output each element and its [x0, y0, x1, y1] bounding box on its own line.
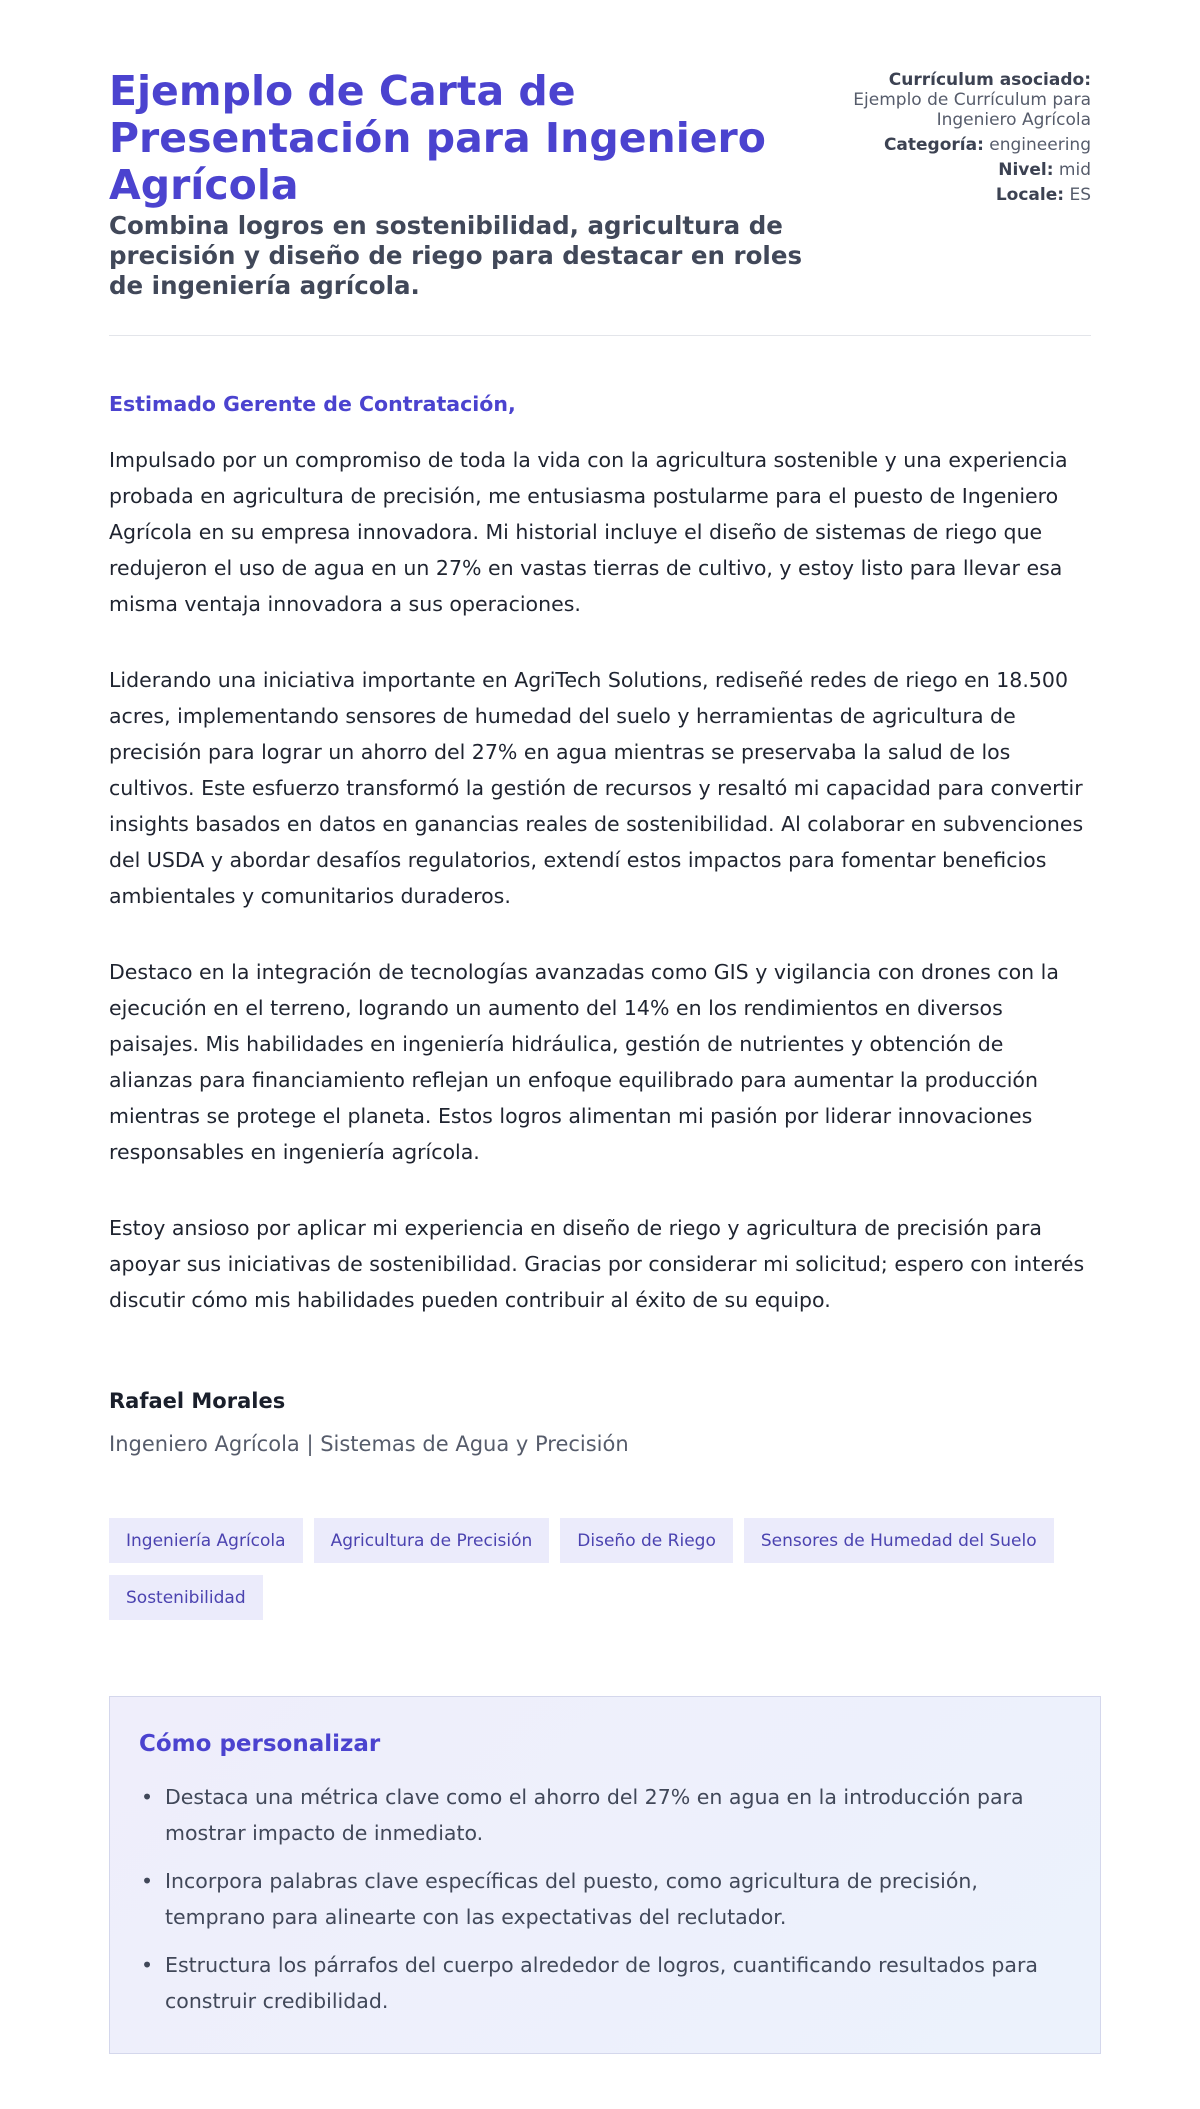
page-title: Ejemplo de Carta de Presentación para Ingeniero Agrícola: [109, 67, 766, 209]
letter-body: [109, 390, 1091, 1459]
meta-locale: [809, 185, 1091, 205]
meta-locale-value: ES: [1069, 185, 1091, 205]
meta-category-value: engineering: [989, 135, 1091, 155]
meta-resume-value: Ejemplo de Currículum para Ingeniero Agrícola: [853, 90, 1091, 130]
letter-salutation: Estimado Gerente de Contratación,: [109, 392, 516, 416]
customization-tips-box: [109, 1696, 1101, 2054]
meta-category-label: Categoría:: [883, 135, 984, 155]
tip-text: Incorpora palabras clave específicas del puesto, como agricultura de precisión, temprano para alinearte con las expectativas del reclutador.: [165, 1869, 978, 1929]
keyword-tag: Ingeniería Agrícola: [109, 1518, 303, 1563]
signature-title: Ingeniero Agrícola | Sistemas de Agua y Precisión: [109, 1432, 629, 1456]
tip-item: [141, 1947, 1071, 2019]
header-titles: [109, 68, 809, 301]
meta-resume-label: Currículum asociado:: [888, 70, 1091, 90]
bullet-icon: •: [141, 1869, 154, 1893]
meta-level: [809, 160, 1091, 180]
bullet-icon: •: [141, 1953, 154, 1977]
tip-item: [141, 1863, 1071, 1935]
page-subtitle: Combina logros en sostenibilidad, agricultura de precisión y diseño de riego para destacar en roles de ingeniería agrícola.: [109, 211, 803, 300]
metadata-panel: [809, 68, 1091, 210]
letter-paragraph: Destaco en la integración de tecnologías avanzadas como GIS y vigilancia con drones con la ejecución en el terreno, logrando un aumento del 14% en los rendimientos en diversos paisajes. Mis habilidades en ingeniería hidráulica, gestión de nutrientes y obtención de alianzas para financiamiento reflejan un enfoque equilibrado para aumentar la producción mientras se protege el planeta. Estos logros alimentan mi pasión por liderar innovaciones responsables en ingeniería agrícola.: [109, 960, 1059, 1164]
meta-resume: [809, 70, 1091, 130]
keyword-tag: Sostenibilidad: [109, 1575, 263, 1620]
letter-paragraph: Estoy ansioso por aplicar mi experiencia en diseño de riego y agricultura de precisión para apoyar sus iniciativas de sostenibilidad. Gracias por considerar mi solicitud; espero con interés discutir cómo mis habilidades pueden contribuir al éxito de su equipo.: [109, 1216, 1085, 1312]
tips-list: [139, 1779, 1071, 2019]
tip-item: [141, 1779, 1071, 1851]
letter-paragraph: Liderando una iniciativa importante en AgriTech Solutions, rediseñé redes de riego en 18.500 acres, implementando sensores de humedad del suelo y herramientas de agricultura de precisión para lograr un ahorro del 27% en agua mientras se preservaba la salud de los cultivos. Este esfuerzo transformó la gestión de recursos y resaltó mi capacidad para convertir insights basados en datos en ganancias reales de sostenibilidad. Al colaborar en subvenciones del USDA y abordar desafíos regulatorios, extendí estos impactos para fomentar beneficios ambientales y comunitarios duraderos.: [109, 668, 1084, 908]
meta-level-value: mid: [1058, 160, 1091, 180]
meta-level-label: Nivel:: [998, 160, 1054, 180]
bullet-icon: •: [141, 1785, 154, 1809]
page-header: [109, 68, 1091, 336]
meta-category: [809, 135, 1091, 155]
meta-locale-label: Locale:: [995, 185, 1065, 205]
keyword-tag: Sensores de Humedad del Suelo: [744, 1518, 1054, 1563]
tips-title: Cómo personalizar: [139, 1731, 381, 1757]
signature-name: Rafael Morales: [109, 1389, 286, 1413]
tip-text: Destaca una métrica clave como el ahorro del 27% en agua en la introducción para mostrar impacto de inmediato.: [165, 1785, 1024, 1845]
letter-paragraph: Impulsado por un compromiso de toda la vida con la agricultura sostenible y una experiencia probada en agricultura de precisión, me entusiasma postularme para el puesto de Ingeniero Agrícola en su empresa innovadora. Mi historial incluye el diseño de sistemas de riego que redujeron el uso de agua en un 27% en vastas tierras de cultivo, y estoy listo para llevar esa misma ventaja innovadora a sus operaciones.: [109, 448, 1068, 616]
keyword-tag: Agricultura de Precisión: [314, 1518, 550, 1563]
tip-text: Estructura los párrafos del cuerpo alrededor de logros, cuantificando resultados para construir credibilidad.: [165, 1953, 1038, 2013]
keyword-tags: [109, 1518, 1099, 1632]
keyword-tag: Diseño de Riego: [560, 1518, 733, 1563]
